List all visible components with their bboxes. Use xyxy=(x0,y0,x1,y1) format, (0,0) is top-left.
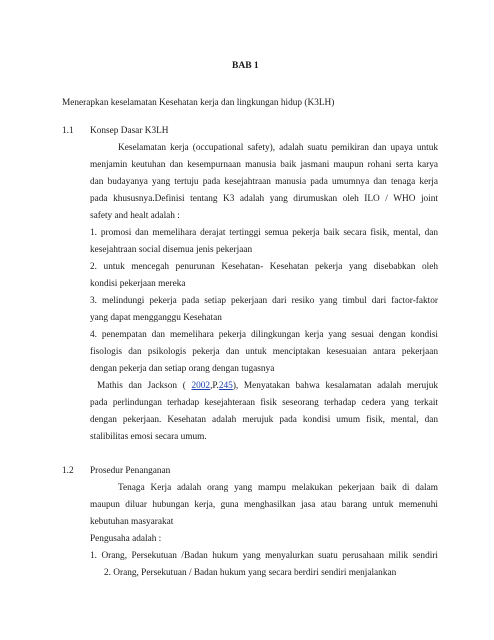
list-item: 1. promosi dan memelihara derajat tertinggi semua pekerja baik secara fisik, mental, dan xyxy=(90,228,438,238)
list-item: 1. Orang, Persekutuan /Badan hukum yang menyalurkan suatu perusahaan milik sendiri xyxy=(90,551,438,561)
section-number: 1.1 xyxy=(62,126,74,136)
body-line: maupun diluar hubungan kerja, guna menghasilkan jasa atau barang untuk memenuhi xyxy=(90,500,438,510)
citation-line xyxy=(97,380,438,392)
body-line: Tenaga Kerja adalah orang yang mampu melakukan pekerjaan baik di dalam xyxy=(118,483,438,493)
body-line: dengan pekerja dan setiap orang dengan tugasnya xyxy=(90,364,275,374)
body-line: dengan pekerjaan. Kesehatan adalah merujuk pada kondisi umum fisik, mental, dan xyxy=(90,415,438,425)
body-line: Pengusaha adalah : xyxy=(90,534,162,544)
citation-year-link[interactable]: 2002 xyxy=(191,381,211,391)
citation-text: ), Menyatakan bahwa kesalamatan adalah merujuk xyxy=(232,381,438,391)
intro-heading: Menerapkan keselamatan Kesehatan kerja dan lingkungan hidup (K3LH) xyxy=(62,98,335,108)
section-number: 1.2 xyxy=(62,466,74,476)
body-line: Keselamatan kerja (occupational safety), adalah suatu pemikiran dan upaya untuk xyxy=(118,143,438,153)
body-line: dan budayanya yang tertuju pada kesejahtraan manusia pada umumnya dan tenaga kerja xyxy=(90,177,438,187)
citation-text: Mathis dan Jackson ( xyxy=(97,381,192,391)
list-item: 2. Orang, Persekutuan / Badan hukum yang secara berdiri sendiri menjalankan xyxy=(104,568,397,578)
body-line: fisologis dan psikologis pekerja dan untuk menciptakan kesesuaian antara pekerjaan xyxy=(90,347,438,357)
body-line: stalibilitas emosi secara umum. xyxy=(90,432,207,442)
list-item: 3. melindungi pekerja pada setiap pekerjaan dari resiko yang timbul dari factor-faktor xyxy=(90,296,438,306)
section-heading: Konsep Dasar K3LH xyxy=(90,126,169,136)
body-line: pada perlindungan terhadap kesejahteraan fisik seseorang terhadap cedera yang terkait xyxy=(90,398,438,408)
citation-page-link[interactable]: 245 xyxy=(218,381,233,391)
citation-text: ,P. xyxy=(210,381,219,391)
list-item: 4. penempatan dan memelihara pekerja dilingkungan kerja yang sesuai dengan kondisi xyxy=(90,330,438,340)
body-line: kesejahtraan social disemua jenis pekerjaan xyxy=(90,245,253,255)
list-item: 2. untuk mencegah penurunan Kesehatan- Kesehatan pekerja yang disebabkan oleh xyxy=(90,262,438,272)
chapter-title: BAB 1 xyxy=(232,61,259,71)
body-line: yang dapat mengganggu Kesehatan xyxy=(90,313,222,323)
body-line: kebutuhan masyarakat xyxy=(90,517,174,527)
body-line: safety and healt adalah : xyxy=(90,211,180,221)
body-line: menjamin keutuhan dan kesempurnaan manusia baik jasmani maupun rohani serta karya xyxy=(90,160,438,170)
body-line: pada khususnya.Definisi tentang K3 adalah yang dirumuskan oleh ILO / WHO joint xyxy=(90,194,438,204)
body-line: kondisi pekerjaan mereka xyxy=(90,279,186,289)
section-heading: Prosedur Penanganan xyxy=(90,466,171,476)
